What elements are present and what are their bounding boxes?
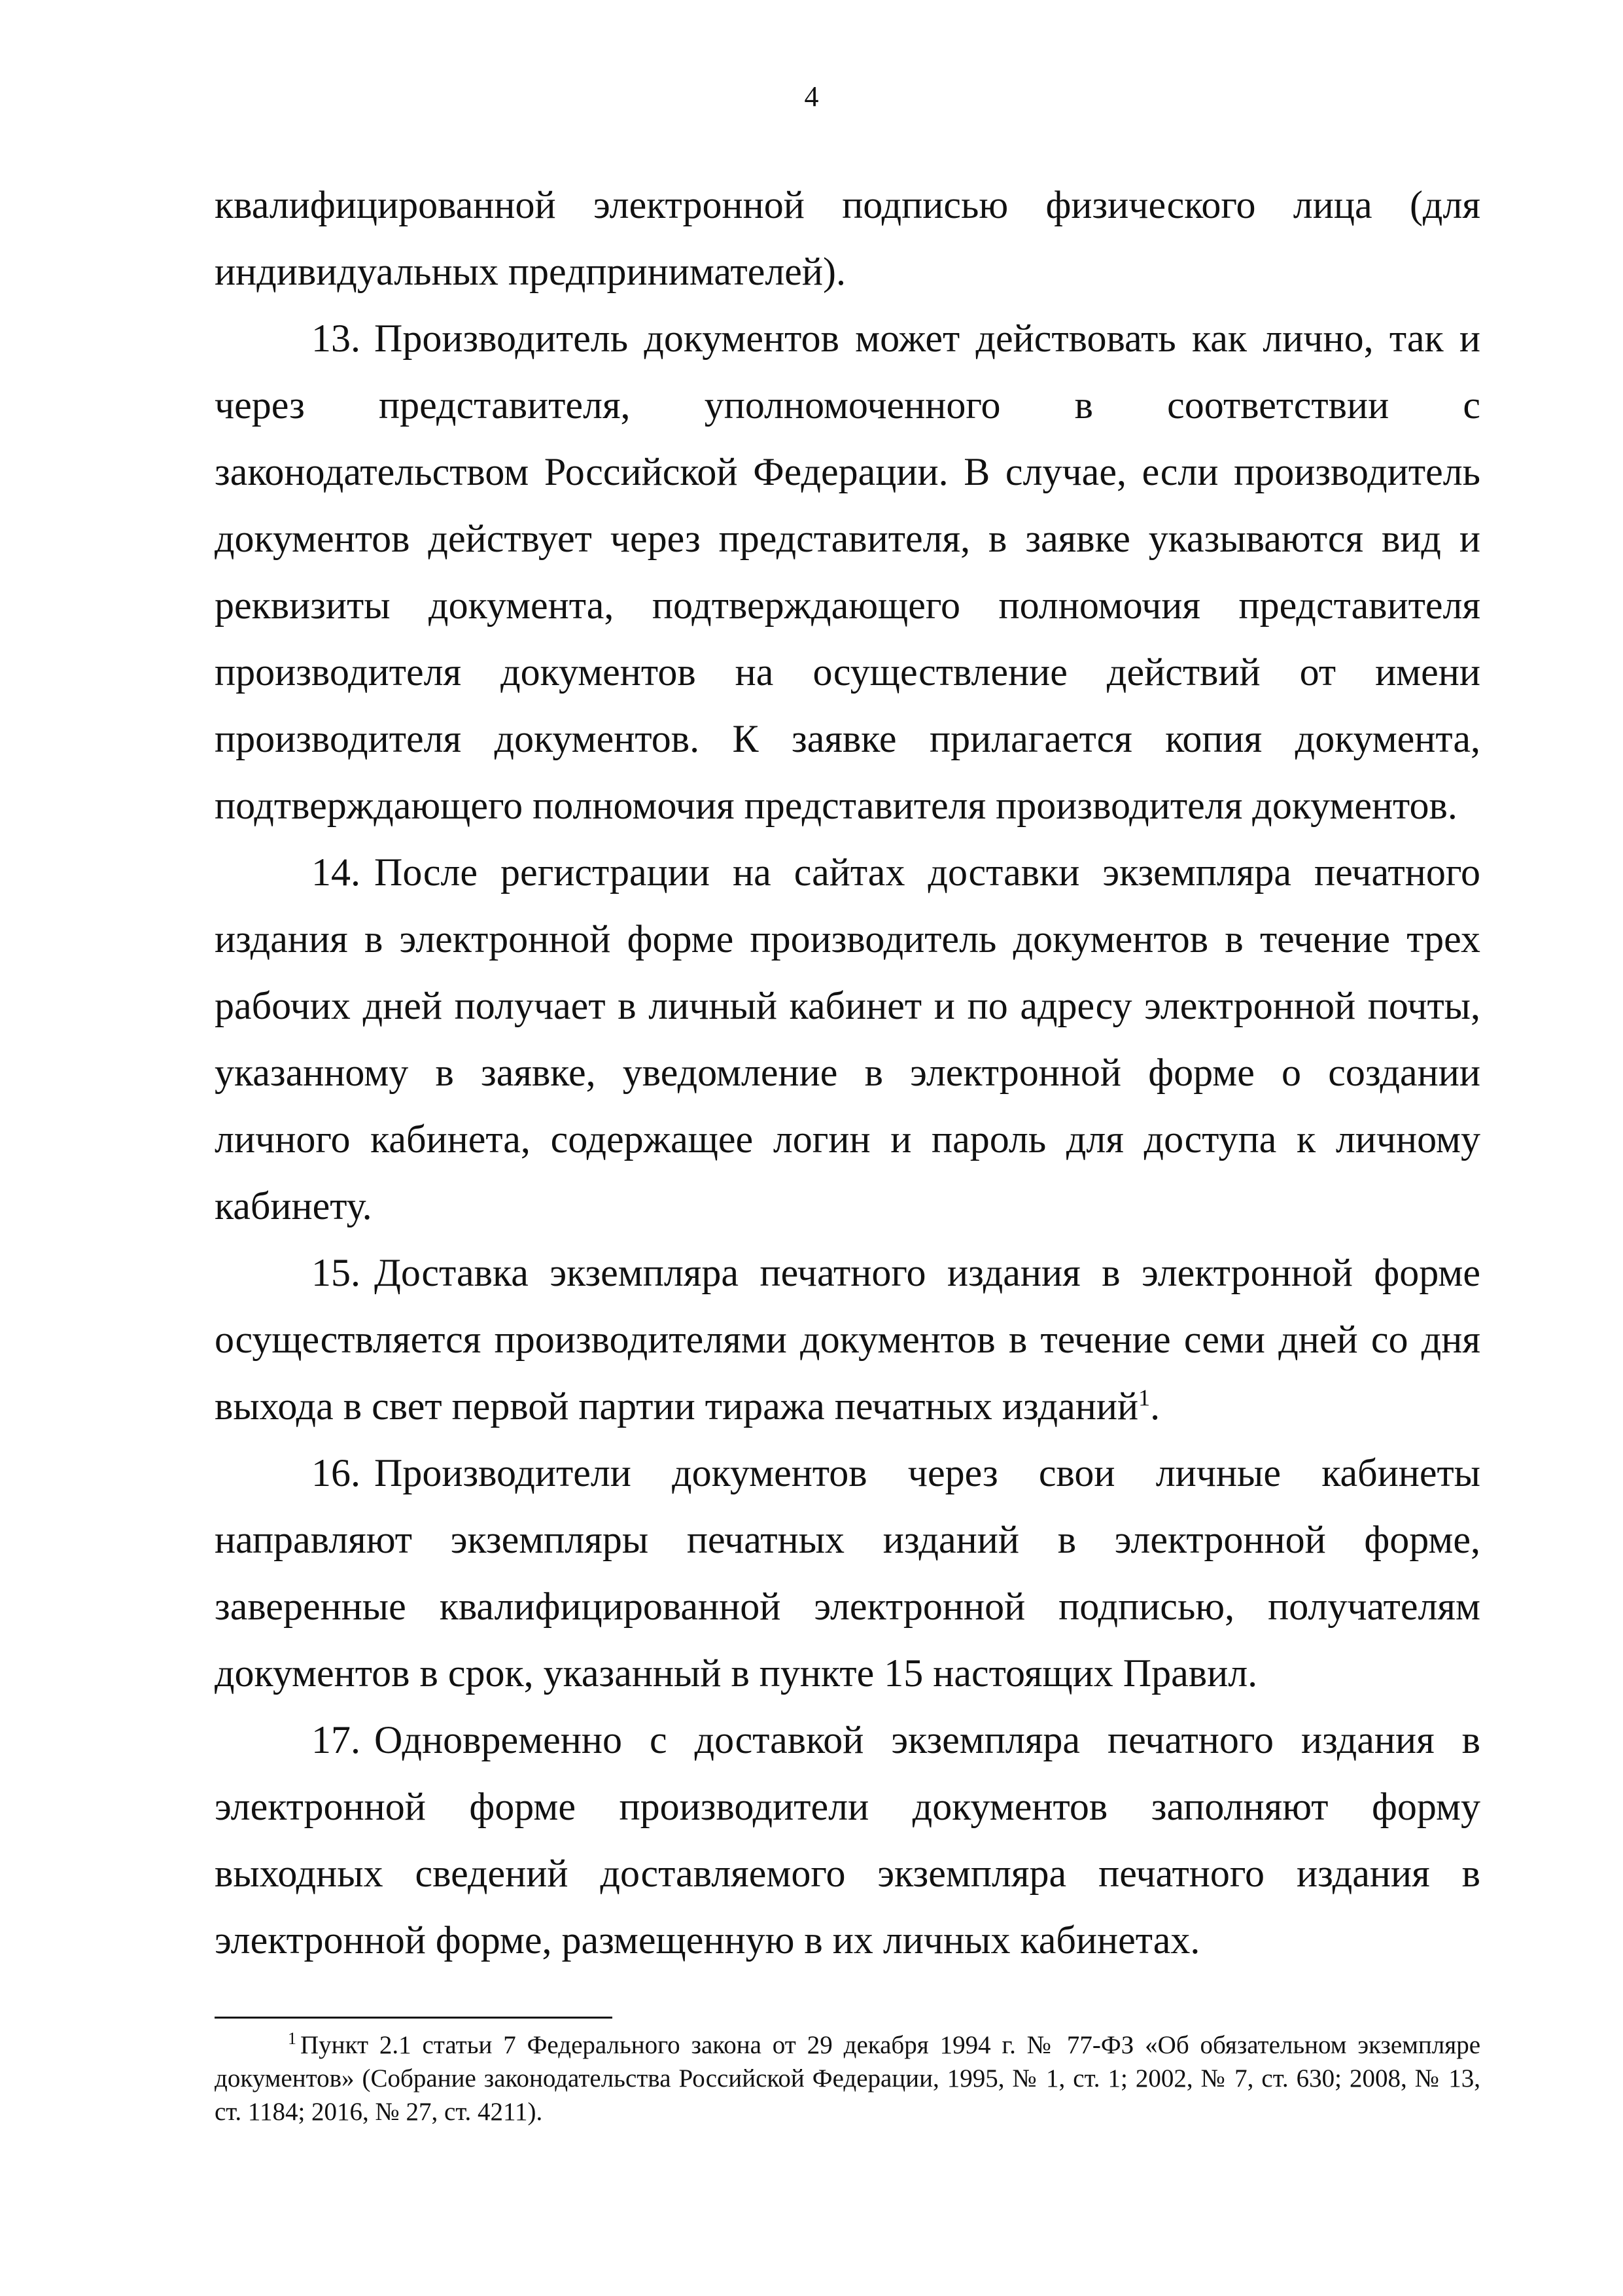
paragraph-number: 15. bbox=[311, 1251, 360, 1294]
paragraph-number: 16. bbox=[311, 1451, 360, 1494]
paragraph-14 bbox=[215, 839, 1480, 1239]
paragraph-number: 13. bbox=[311, 317, 360, 360]
paragraph-text: Производители документов через свои личные кабинеты направляют экземпляры печатных изданий в электронной форме, заверенные квалифицированной электронной подписью, получателям документов в срок, указанный в пункте 15 настоящих Правил. bbox=[215, 1451, 1480, 1695]
document-body bbox=[215, 171, 1480, 1973]
paragraph-17 bbox=[215, 1706, 1480, 1973]
footnote bbox=[215, 2028, 1480, 2128]
paragraph-end-punctuation: . bbox=[1150, 1385, 1161, 1428]
paragraph-number: 14. bbox=[311, 851, 360, 894]
footnote-separator bbox=[215, 2017, 612, 2019]
paragraph-text: квалифицированной электронной подписью физического лица (для индивидуальных предпринимателей). bbox=[215, 183, 1480, 293]
paragraph-text: Производитель документов может действовать как лично, так и через представителя, уполномоченного в соответствии с законодательством Российской Федерации. В случае, если производитель документов действует через представителя, в заявке указываются вид и реквизиты документа, подтверждающего полномочия представителя производителя документов на осуществление действий от имени производителя документов. К заявке прилагается копия документа, подтверждающего полномочия представителя производителя документов. bbox=[215, 317, 1480, 827]
paragraph-number: 17. bbox=[311, 1718, 360, 1761]
paragraph-text: Доставка экземпляра печатного издания в электронной форме осуществляется производителями документов в течение семи дней со дня выхода в свет первой партии тиража печатных изданий bbox=[215, 1251, 1480, 1428]
page-number: 4 bbox=[804, 80, 819, 113]
paragraph-13 bbox=[215, 305, 1480, 839]
footnote-reference[interactable]: 1 bbox=[1138, 1385, 1151, 1411]
paragraph-text: После регистрации на сайтах доставки экземпляра печатного издания в электронной форме производитель документов в течение трех рабочих дней получает в личный кабинет и по адресу электронной почты, указанному в заявке, уведомление в электронной форме о создании личного кабинета, содержащее логин и пароль для доступа к личному кабинету. bbox=[215, 851, 1480, 1227]
paragraph-16 bbox=[215, 1439, 1480, 1706]
paragraph-text: Одновременно с доставкой экземпляра печатного издания в электронной форме производители документов заполняют форму выходных сведений доставляемого экземпляра печатного издания в электронной форме, размещенную в их личных кабинетах. bbox=[215, 1718, 1480, 1962]
paragraph-15 bbox=[215, 1239, 1480, 1439]
paragraph-continuation bbox=[215, 171, 1480, 305]
footnote-mark: 1 bbox=[288, 2029, 296, 2048]
footnote-text: Пункт 2.1 статьи 7 Федерального закона от 29 декабря 1994 г. № 77-ФЗ «Об обязательном экземпляре документов» (Собрание законодательства Российской Федерации, 1995, № 1, ст. 1; 2002, № 7, ст. 630; 2008, № 13, ст. 1184; 2016, № 27, ст. 4211). bbox=[215, 2031, 1480, 2126]
